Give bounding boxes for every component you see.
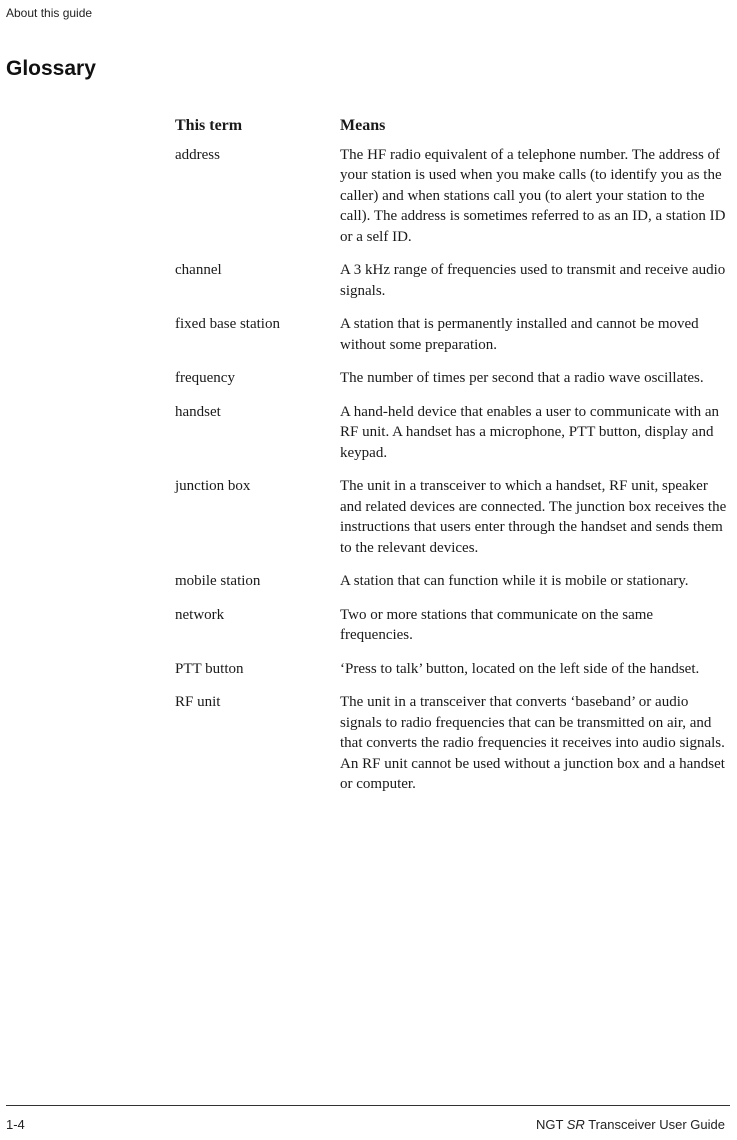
footer-rule (6, 1105, 730, 1106)
glossary-definition: ‘Press to talk’ button, located on the left side of the handset. (340, 660, 700, 677)
glossary-definition: A station that is permanently installed and cannot be moved without some preparation. (340, 316, 699, 353)
glossary-definition: A hand-held device that enables a user to communicate with an RF unit. A handset has a microphone, PTT button, display and keypad. (340, 403, 720, 461)
table-row (175, 571, 735, 605)
footer-title-suffix: Transceiver User Guide (584, 1117, 725, 1132)
glossary-term: RF unit (175, 694, 221, 710)
glossary-term: junction box (175, 478, 251, 494)
table-row (175, 314, 735, 368)
table-row (175, 605, 735, 659)
table-row (175, 145, 735, 261)
section-title: Glossary (6, 57, 96, 80)
glossary-term: PTT button (175, 660, 244, 677)
table-row (175, 692, 735, 808)
glossary-definition: The HF radio equivalent of a telephone number. The address of your station is used when you make calls (to identify you as the caller) and when stations call you (to alert your station to the call). The address is sometimes referred to as an ID, a station ID or a self ID. (340, 146, 726, 245)
table-row (175, 476, 735, 571)
footer-title-prefix: NGT (535, 1117, 567, 1132)
glossary-term: network (175, 606, 225, 623)
glossary-term: address (175, 146, 220, 163)
glossary-header-row (175, 116, 735, 145)
glossary-term: frequency (175, 370, 235, 386)
footer-title-italic: SR (566, 1117, 585, 1132)
glossary-definition: The unit in a transceiver to which a handset, RF unit, speaker and related devices are connected. The junction box receives the instructions that users enter through the handset and sends them to the relevant devices. (340, 478, 727, 556)
glossary-term: channel (175, 262, 222, 278)
page-number: 1-4 (6, 1117, 25, 1132)
glossary-term: handset (175, 403, 221, 420)
table-row (175, 368, 735, 402)
glossary-definition: A station that can function while it is mobile or stationary. (340, 573, 689, 589)
glossary-definition: A 3 kHz range of frequencies used to transmit and receive audio signals. (340, 262, 726, 299)
footer-guide-title (536, 1117, 725, 1132)
glossary-table (175, 116, 735, 808)
table-row (175, 260, 735, 314)
glossary-definition: The number of times per second that a radio wave oscillates. (340, 370, 704, 386)
table-row (175, 402, 735, 477)
table-row (175, 659, 735, 693)
column-header-term: This term (175, 117, 243, 134)
running-head: About this guide (6, 6, 93, 20)
glossary-term: mobile station (175, 573, 261, 589)
glossary-definition: The unit in a transceiver that converts ‘baseband’ or audio signals to radio frequencies that can be transmitted on air, and that converts the radio frequencies it receives into audio signals. An RF unit cannot be used without a junction box and a handset or computer. (340, 694, 725, 792)
glossary-definition: Two or more stations that communicate on the same frequencies. (340, 606, 654, 643)
column-header-means: Means (340, 117, 386, 134)
glossary-term: fixed base station (175, 316, 280, 332)
